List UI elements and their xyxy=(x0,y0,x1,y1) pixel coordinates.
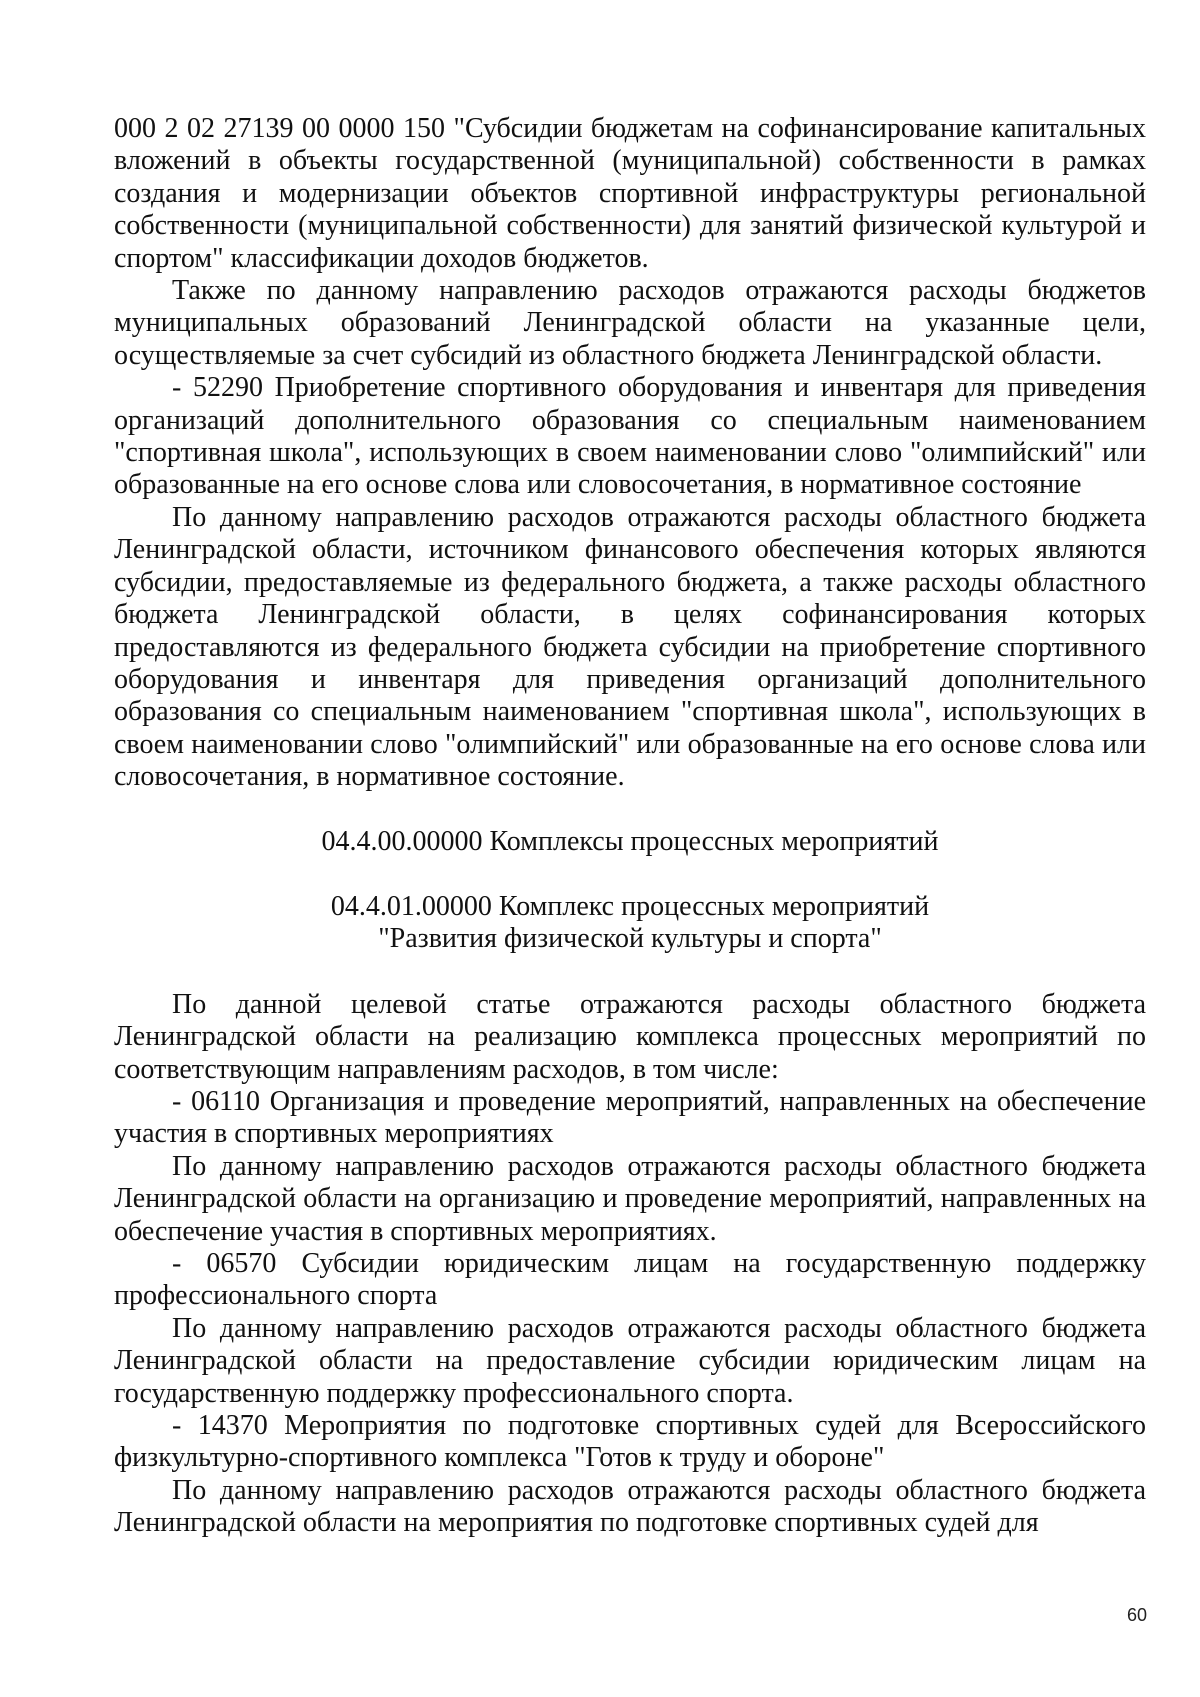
paragraph-06570-description: По данному направлению расходов отражаются расходы областного бюджета Ленинградской области на предоставление субсидии юридическим лицам на государственную поддержку профессионального спорта. xyxy=(114,1312,1146,1409)
document-page xyxy=(114,113,1146,1540)
section-heading-04-4-01-line1: 04.4.01.00000 Комплекс процессных мероприятий xyxy=(330,890,930,922)
section-heading-04-4-01 xyxy=(114,891,1146,956)
paragraph-item-06110: - 06110 Организация и проведение мероприятий, направленных на обеспечение участия в спортивных мероприятиях xyxy=(114,1085,1146,1150)
paragraph-item-52290: - 52290 Приобретение спортивного оборудования и инвентаря для приведения организаций дополнительного образования со специальным наименованием "спортивная школа", использующих в своем наименовании слово "олимпийский" или образованные на его основе слова или словосочетания, в нормативное состояние xyxy=(114,372,1146,501)
paragraph-06110-description: По данному направлению расходов отражаются расходы областного бюджета Ленинградской области на организацию и проведение мероприятий, направленных на обеспечение участия в спортивных мероприятиях. xyxy=(114,1150,1146,1247)
paragraph-target-article: По данной целевой статье отражаются расходы областного бюджета Ленинградской области на реализацию комплекса процессных мероприятий по соответствующим направлениям расходов, в том числе: xyxy=(114,988,1146,1085)
page-number: 60 xyxy=(1127,1605,1148,1625)
paragraph-municipal-expenses: Также по данному направлению расходов отражаются расходы бюджетов муниципальных образований Ленинградской области на указанные цели, осуществляемые за счет субсидий из областного бюджета Ленинградской области. xyxy=(114,275,1146,371)
paragraph-52290-description: По данному направлению расходов отражаются расходы областного бюджета Ленинградской области, источником финансового обеспечения которых являются субсидии, предоставляемые из федерального бюджета, а также расходы областного бюджета Ленинградской области, в целях софинансирования которых предоставляются из федерального бюджета субсидии на приобретение спортивного оборудования и инвентаря для приведения организаций дополнительного образования со специальным наименованием "спортивная школа", использующих в своем наименовании слово "олимпийский" или образованные на его основе слова или словосочетания, в нормативное состояние. xyxy=(114,501,1146,793)
section-heading-04-4-00: 04.4.00.00000 Комплексы процессных мероприятий xyxy=(321,825,939,857)
section-heading-04-4-01-line2: "Развития физической культуры и спорта" xyxy=(378,923,882,955)
paragraph-revenue-code: 000 2 02 27139 00 0000 150 "Субсидии бюджетам на софинансирование капитальных вложений в объекты государственной (муниципальной) собственности в рамках создания и модернизации объектов спортивной инфраструктуры региональной собственности (муниципальной собственности) для занятий физической культурой и спортом" классификации доходов бюджетов. xyxy=(114,113,1146,274)
paragraph-14370-description: По данному направлению расходов отражаются расходы областного бюджета Ленинградской области на мероприятия по подготовке спортивных судей для xyxy=(114,1474,1146,1539)
paragraph-item-06570: - 06570 Субсидии юридическим лицам на государственную поддержку профессионального спорта xyxy=(114,1248,1146,1312)
paragraph-item-14370: - 14370 Мероприятия по подготовке спортивных судей для Всероссийского физкультурно-спортивного комплекса "Готов к труду и обороне" xyxy=(114,1410,1146,1474)
